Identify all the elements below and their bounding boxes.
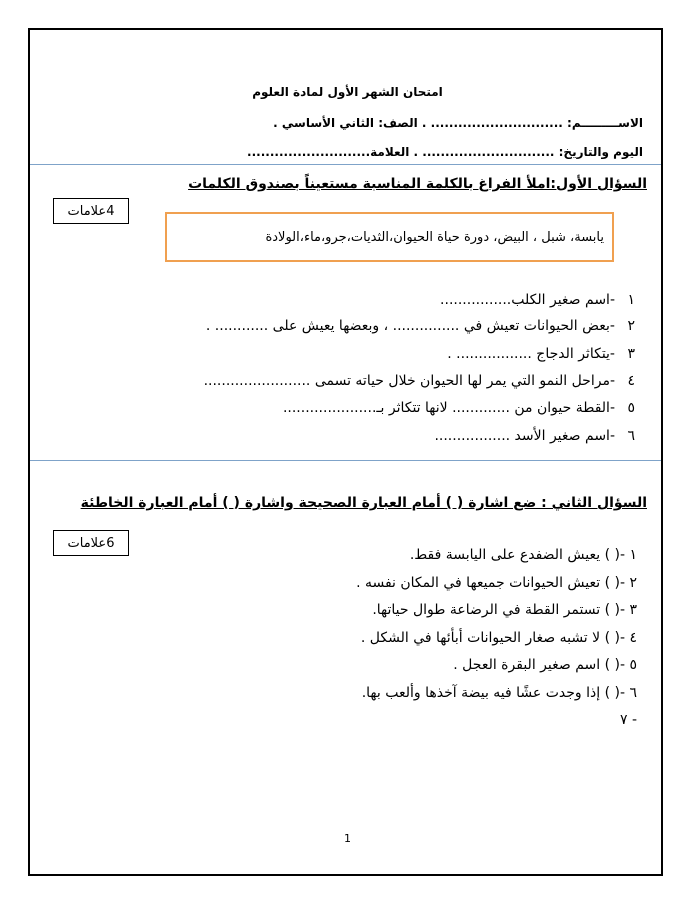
q2-heading: السؤال الثاني : ضع اشارة ( ) أمام العبارة الصحيحة واشارة ( ) أمام العبارة الخاطئة <box>80 495 647 511</box>
q2-marks-label: 6علامات <box>67 535 115 551</box>
q1-item-text: -مراحل النمو التي يمر لها الحيوان خلال حياته تسمى ........................ <box>203 373 615 389</box>
q2-item-text: - <box>631 712 637 728</box>
q2-marks-box <box>53 530 129 556</box>
q1-item-number: ٣ <box>627 346 635 362</box>
q1-item-1 <box>440 292 635 308</box>
q2-item-number: ٦ <box>629 685 637 701</box>
q2-item-text: -( ) إذا وجدت عشًا فيه بيضة آخذها وألعب بها. <box>361 685 626 701</box>
page-number: 1 <box>344 832 351 845</box>
q1-marks-box <box>53 198 129 224</box>
q2-item-5 <box>453 657 637 673</box>
q2-item-7 <box>620 712 637 728</box>
word-bank-text: يابسة، شبل ، البيض، دورة حياة الحيوان،الثديات،جرو،ماء،الولادة <box>265 229 604 245</box>
q1-item-4 <box>203 373 635 389</box>
section-divider <box>30 164 661 165</box>
date-grade-line: اليوم والتاريخ: ............................. . العلامة........................... <box>247 145 643 159</box>
q1-item-number: ٤ <box>627 373 635 389</box>
q1-item-text: -يتكاثر الدجاج ................. . <box>447 346 615 362</box>
q2-item-number: ٧ <box>619 712 628 728</box>
q2-item-number: ٥ <box>629 657 637 673</box>
q2-item-text: -( ) اسم صغير البقرة العجل . <box>453 657 626 673</box>
q2-item-4 <box>361 630 637 646</box>
q1-item-6 <box>434 428 635 444</box>
q1-item-number: ١ <box>627 292 635 308</box>
q1-item-number: ٢ <box>627 318 635 334</box>
q1-heading: السؤال الأول:املأ الفراغ بالكلمة المناسبة مستعيناً بصندوق الكلمات <box>188 176 647 192</box>
q2-item-6 <box>362 685 637 701</box>
q2-item-text: -( ) يعيش الضفدع على اليابسة فقط. <box>409 547 626 563</box>
q1-item-text: -اسم صغير الأسد ................. <box>434 428 615 444</box>
q2-item-number: ٣ <box>629 602 637 618</box>
q1-item-2 <box>205 318 635 334</box>
q2-item-2 <box>356 575 637 591</box>
student-name-class-line: الاســـــــــم: ............................. . الصف: الثاني الأساسي . <box>273 116 643 130</box>
q2-item-1 <box>410 547 637 563</box>
q1-item-text: -اسم صغير الكلب................ <box>440 292 615 308</box>
q2-item-number: ١ <box>629 547 637 563</box>
q1-item-3 <box>447 346 635 362</box>
section-divider <box>30 460 661 461</box>
q2-item-3 <box>372 602 637 618</box>
q1-item-text: -القطة حيوان من ............. لانها تتكاثر بـ..................... <box>282 400 615 416</box>
q2-item-number: ٢ <box>629 575 637 591</box>
q2-item-text: -( ) تعيش الحيوانات جميعها في المكان نفسه . <box>356 575 626 591</box>
q2-item-text: -( ) تستمر القطة في الرضاعة طوال حياتها. <box>372 602 626 618</box>
q1-item-text: -بعض الحيوانات تعيش في ............... ، وبعضها يعيش على ............ . <box>205 318 615 334</box>
q1-item-number: ٦ <box>627 428 635 444</box>
q1-item-5 <box>282 400 635 416</box>
exam-title: امتحان الشهر الأول لمادة العلوم <box>252 85 443 99</box>
q1-item-number: ٥ <box>627 400 635 416</box>
word-bank-box <box>165 212 614 262</box>
q2-item-number: ٤ <box>629 630 637 646</box>
q1-marks-label: 4علامات <box>67 203 115 219</box>
q2-item-text: -( ) لا تشبه صغار الحيوانات أبأئها في الشكل . <box>360 630 626 646</box>
